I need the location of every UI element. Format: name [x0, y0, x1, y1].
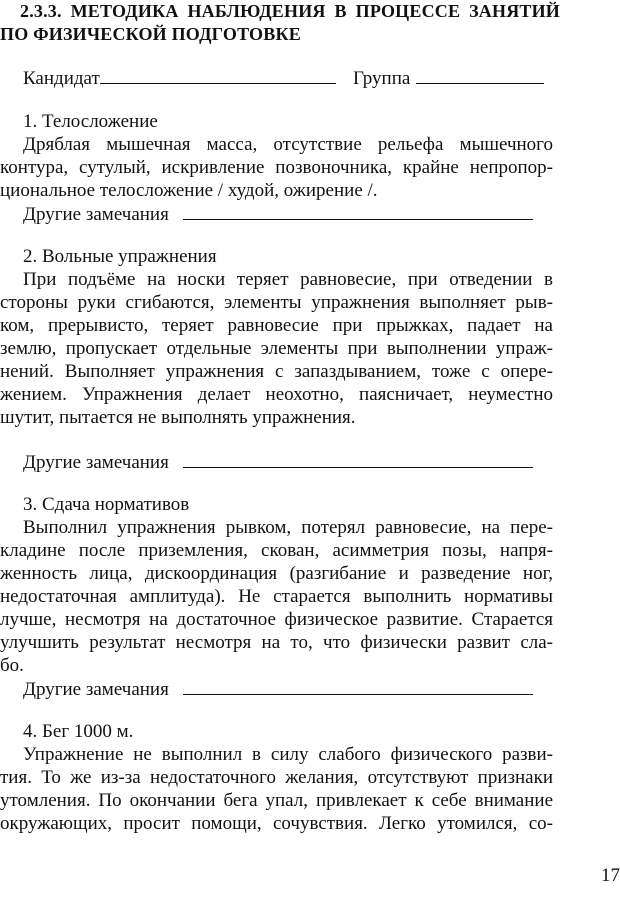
candidate-label: Кандидат [23, 68, 100, 89]
body-line: женность лица, дискоординация (разгибание и разведение ног, [0, 563, 553, 584]
other-notes-2 [23, 450, 533, 474]
group-field [353, 66, 544, 90]
notes-label: Другие замечания [23, 204, 169, 225]
body-line: циональное телосложение / худой, ожирение /. [0, 180, 378, 201]
notes-label: Другие замечания [23, 452, 169, 473]
candidate-blank [100, 66, 336, 84]
heading-line-2: ПО ФИЗИЧЕСКОЙ ПОДГОТОВКЕ [0, 24, 301, 44]
body-line: При подъёме на носки теряет равновесие, при отведении в [23, 269, 553, 290]
body-line: Дряблая мышечная масса, отсутствие рельефа мышечного [23, 134, 553, 155]
notes-label: Другие замечания [23, 679, 169, 700]
body-line: бо. [0, 655, 24, 676]
group-label: Группа [353, 68, 411, 89]
section-title-2: 2. Вольные упражнения [23, 246, 217, 267]
body-line: кладине после приземления, скован, асимметрия позы, напря- [0, 540, 553, 561]
body-line: окружающих, просит помощи, сочувствия. Легко утомился, со- [0, 813, 553, 834]
body-line: ком, прерывисто, теряет равновесие при прыжках, падает на [0, 315, 553, 336]
section-heading [0, 0, 560, 46]
body-line: Упражнение не выполнил в силу слабого физического разви- [23, 744, 553, 765]
body-line: утомления. По окончании бега упал, привлекает к себе внимание [0, 790, 553, 811]
body-line: лучше, несмотря на достаточное физическое развитие. Старается [0, 609, 553, 630]
body-line: улучшить результат несмотря на то, что физически развит сла- [0, 632, 553, 653]
other-notes-3 [23, 677, 533, 701]
body-line: шутит, пытается не выполнять упражнения. [0, 407, 356, 428]
section-title-3: 3. Сдача нормативов [23, 494, 190, 515]
candidate-field [23, 66, 336, 90]
page-number: 17 [601, 865, 620, 886]
body-line: тия. То же из-за недостаточного желания, отсутствуют признаки [0, 767, 553, 788]
heading-line-1: 2.3.3. МЕТОДИКА НАБЛЮДЕНИЯ В ПРОЦЕССЕ ЗАНЯТИЙ [20, 1, 560, 21]
body-line: землю, пропускает отдельные элементы при выполнении упраж- [0, 338, 553, 359]
notes-blank [183, 202, 533, 220]
body-line: стороны руки сгибаются, элементы упражнения выполняет рыв- [0, 292, 553, 313]
section-title-4: 4. Бег 1000 м. [23, 721, 134, 742]
body-line: нений. Выполняет упражнения с запаздыванием, тоже с опере- [0, 361, 553, 382]
body-line: недостаточная амплитуда). Не старается выполнить нормативы [0, 586, 553, 607]
body-line: жением. Упражнения делает неохотно, паясничает, неуместно [0, 384, 553, 405]
section-title-1: 1. Телосложение [23, 111, 158, 132]
body-line: контура, сутулый, искривление позвоночника, крайне непропор- [0, 157, 553, 178]
notes-blank [183, 677, 533, 695]
body-line: Выполнил упражнения рывком, потерял равновесие, на пере- [23, 517, 553, 538]
notes-blank [183, 450, 533, 468]
other-notes-1 [23, 202, 533, 226]
group-blank [416, 66, 544, 84]
